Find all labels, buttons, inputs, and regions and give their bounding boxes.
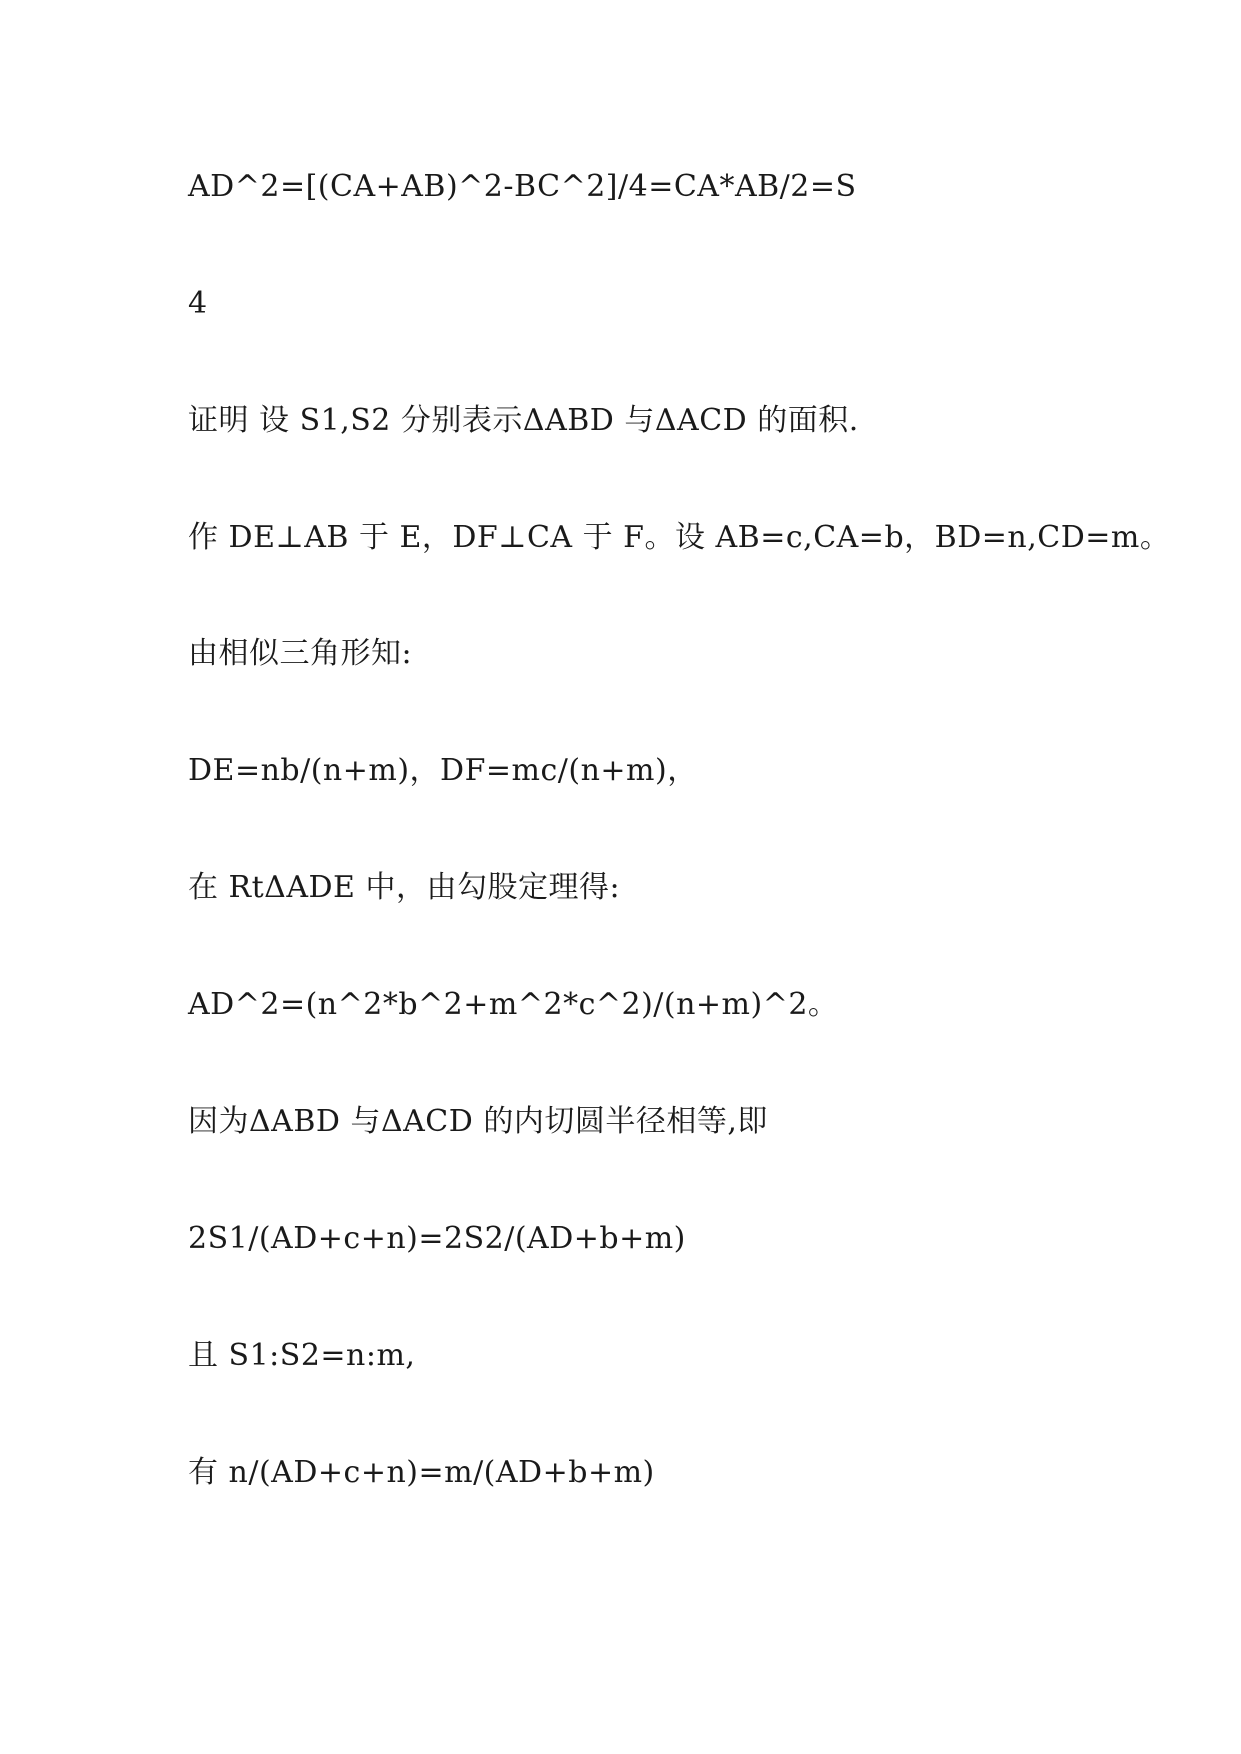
text-line-11: 且 S1:S2=n:m,	[188, 1338, 416, 1373]
text-line-10: 2S1/(AD+c+n)=2S2/(AD+b+m)	[188, 1221, 686, 1256]
text-line-4: 作 DE⊥AB 于 E，DF⊥CA 于 F。设 AB=c,CA=b，BD=n,CD=m。	[188, 520, 1171, 555]
text-line-7: 在 RtΔADE 中，由勾股定理得:	[188, 870, 621, 905]
text-line-3: 证明 设 S1,S2 分别表示ΔABD 与ΔACD 的面积.	[188, 403, 859, 438]
text-line-9: 因为ΔABD 与ΔACD 的内切圆半径相等,即	[188, 1104, 768, 1139]
text-line-8: AD^2=(n^2*b^2+m^2*c^2)/(n+m)^2。	[188, 987, 839, 1022]
text-line-1: AD^2=[(CA+AB)^2-BC^2]/4=CA*AB/2=S	[188, 169, 857, 204]
text-line-2: 4	[188, 286, 208, 321]
text-line-5: 由相似三角形知:	[188, 636, 413, 671]
text-line-6: DE=nb/(n+m)，DF=mc/(n+m)，	[188, 753, 698, 788]
text-line-12: 有 n/(AD+c+n)=m/(AD+b+m)	[188, 1455, 655, 1490]
